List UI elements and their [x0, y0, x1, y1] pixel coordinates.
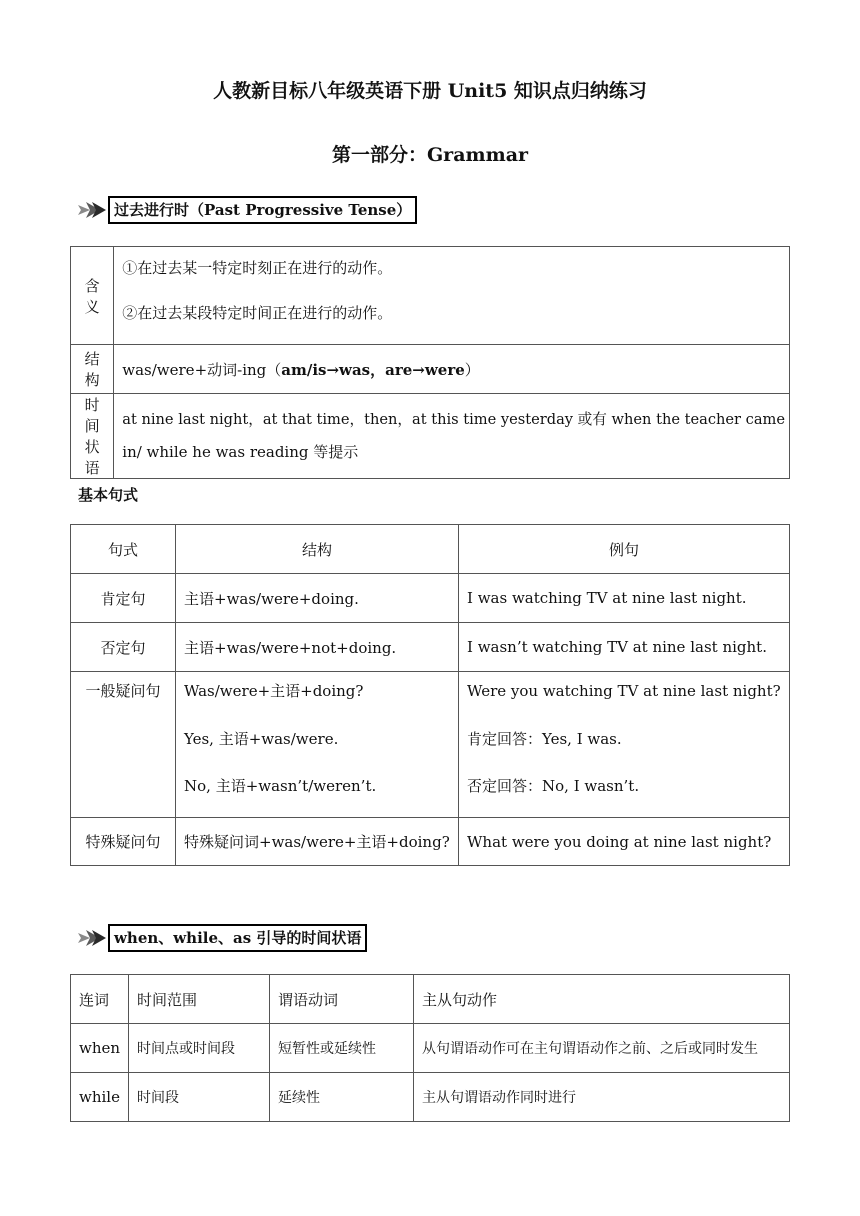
meaning-line: ①在过去某一特定时刻正在进行的动作。 [122, 259, 393, 277]
row-label: 结构 [71, 345, 114, 394]
conjunction: while [71, 1073, 129, 1122]
structure-close: ） [464, 360, 480, 379]
structure-rule: am/is→was，are→were [281, 360, 465, 379]
column-header: 句式 [71, 525, 176, 574]
column-header: 结构 [176, 525, 459, 574]
table-row [71, 574, 790, 623]
section-heading-text: 过去进行时（Past Progressive Tense） [108, 196, 417, 224]
column-header: 主从句动作 [414, 975, 790, 1024]
example-line: 肯定回答：Yes, I was. [467, 730, 622, 748]
structure-line: No, 主语+wasn’t/weren’t. [184, 777, 377, 795]
section-heading-text: when、while、as 引导的时间状语 [108, 924, 367, 952]
table-row [71, 672, 790, 818]
section-heading-past-progressive [78, 195, 417, 225]
predicate-verb: 延续性 [270, 1073, 414, 1122]
conjunction: when [71, 1024, 129, 1073]
table-row [71, 345, 790, 394]
pattern-example: What were you doing at nine last night? [459, 818, 790, 866]
row-label: 含义 [71, 247, 114, 345]
structure-line: Yes, 主语+was/were. [184, 730, 339, 748]
column-header: 连词 [71, 975, 129, 1024]
pattern-structure: 主语+was/were+not+doing. [176, 623, 459, 672]
column-header: 时间范围 [129, 975, 270, 1024]
section-heading-conjunctions [78, 923, 367, 953]
past-progressive-table [70, 246, 790, 479]
time-line: in/ while he was reading 等提示 [122, 443, 359, 461]
table-row [71, 247, 790, 345]
pattern-example-cell [459, 672, 790, 818]
table-header-row [71, 975, 790, 1024]
conjunctions-table [70, 974, 790, 1122]
table-row [71, 623, 790, 672]
basic-patterns-heading: 基本句式 [78, 486, 139, 504]
pattern-structure-cell [176, 672, 459, 818]
page-title: 人教新目标八年级英语下册 Unit5 知识点归纳练习 [213, 80, 647, 102]
table-row [71, 1073, 790, 1122]
time-range: 时间点或时间段 [129, 1024, 270, 1073]
table-row [71, 394, 790, 479]
column-header: 例句 [459, 525, 790, 574]
pattern-example: I was watching TV at nine last night. [459, 574, 790, 623]
row-label: 时间状语 [71, 394, 114, 479]
table-row [71, 818, 790, 866]
pattern-type: 一般疑问句 [71, 672, 176, 818]
column-header: 谓语动词 [270, 975, 414, 1024]
example-line: 否定回答：No, I wasn’t. [467, 777, 640, 795]
clause-action: 从句谓语动作可在主句谓语动作之前、之后或同时发生 [414, 1024, 790, 1073]
predicate-verb: 短暂性或延续性 [270, 1024, 414, 1073]
pattern-structure: 特殊疑问词+was/were+主语+doing? [176, 818, 459, 866]
example-line: Were you watching TV at nine last night? [467, 682, 781, 700]
time-range: 时间段 [129, 1073, 270, 1122]
clause-action: 主从句谓语动作同时进行 [414, 1073, 790, 1122]
time-line: at nine last night，at that time，then，at this time yesterday 或有 when the teacher came [122, 411, 785, 428]
double-arrow-icon [78, 927, 108, 949]
pattern-type: 特殊疑问句 [71, 818, 176, 866]
pattern-type: 否定句 [71, 623, 176, 672]
basic-patterns-table [70, 524, 790, 866]
page-subtitle: 第一部分：Grammar [331, 144, 529, 166]
meaning-line: ②在过去某段特定时间正在进行的动作。 [122, 304, 393, 322]
double-arrow-icon [78, 199, 108, 221]
time-adverbial-cell [114, 394, 790, 479]
pattern-example: I wasn’t watching TV at nine last night. [459, 623, 790, 672]
structure-line: Was/were+主语+doing? [184, 682, 364, 700]
table-row [71, 1024, 790, 1073]
meaning-cell [114, 247, 790, 345]
table-header-row [71, 525, 790, 574]
pattern-type: 肯定句 [71, 574, 176, 623]
pattern-structure: 主语+was/were+doing. [176, 574, 459, 623]
structure-text: was/were+动词-ing（ [122, 360, 282, 379]
structure-cell [114, 345, 790, 394]
